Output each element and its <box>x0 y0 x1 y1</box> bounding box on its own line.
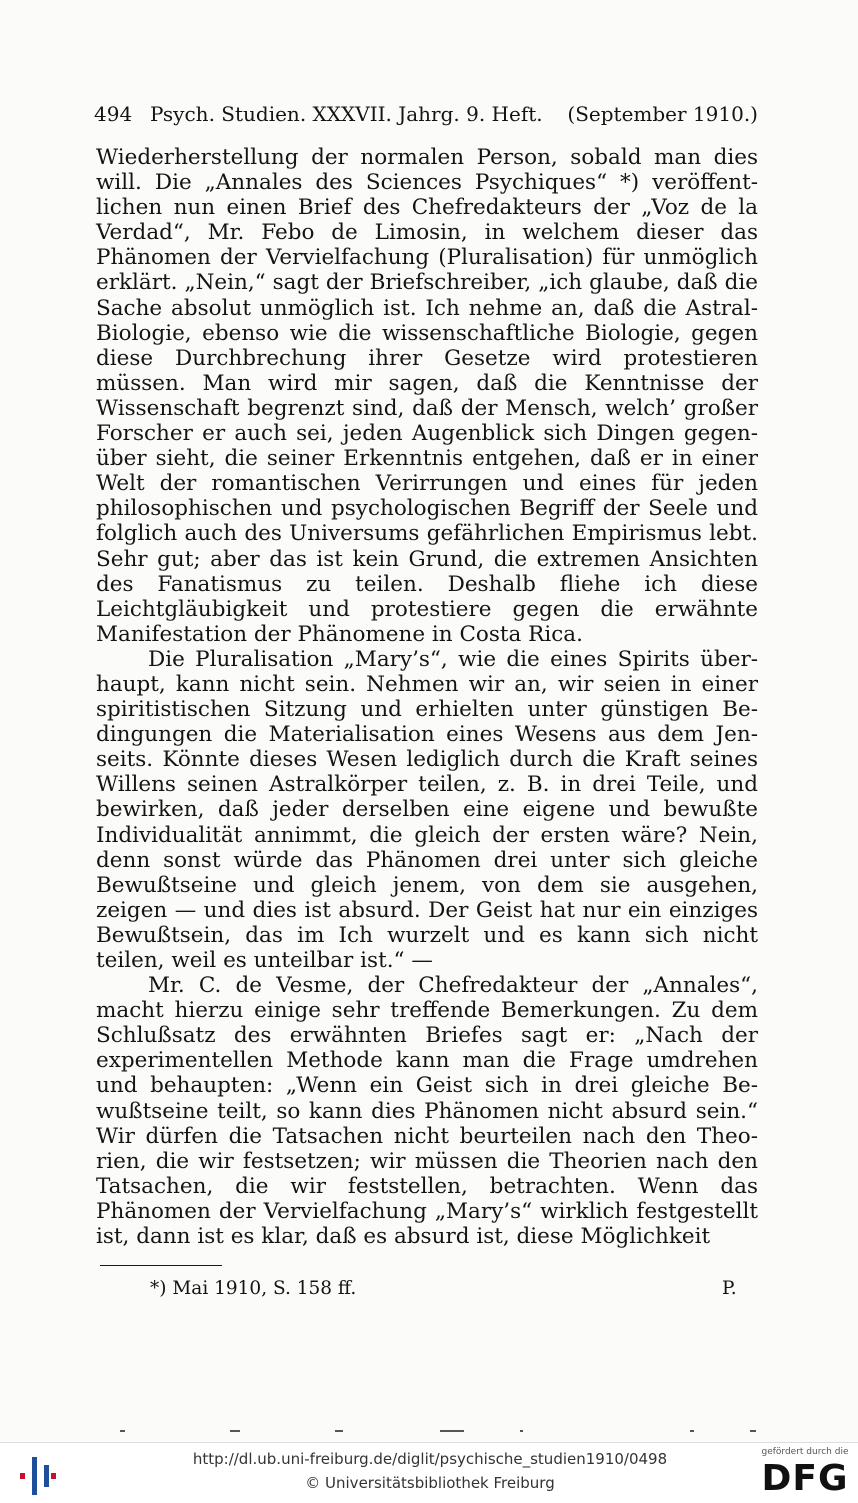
issue-date: (September 1910.) <box>567 102 758 126</box>
body-text <box>96 145 758 1249</box>
running-title: Psych. Studien. XXXVII. Jahrg. 9. Heft. <box>150 102 543 126</box>
footnote-rule <box>100 1265 222 1266</box>
permalink-url[interactable]: http://dl.ub.uni-freiburg.de/diglit/psychische_studien1910/0498 <box>192 1450 668 1468</box>
author-signature: P. <box>722 1278 737 1299</box>
footnote: *) Mai 1910, S. 158 ff. <box>150 1278 357 1299</box>
paragraph-2: Die Pluralisation „Mary’s“, wie die eines Spirits überhaupt, kann nicht sein. Nehmen wir an, wir seien in einer spiritistischen Sitzung und erhielten unter günstigen Bedingungen die Materialisation eines Wesens aus dem Jenseits. Könnte dieses Wesen lediglich durch die Kraft seines Willens seinen Astralkörper teilen, z. B. in drei Teile, und bewirken, daß jeder derselben eine eigene und bewußte Individualität annimmt, die gleich der ersten wäre? Nein, denn sonst würde das Phänomen drei unter sich gleiche Bewußtseine und gleich jenem, von dem sie ausgehen, zeigen — und dies ist absurd. Der Geist hat nur ein einziges Bewußtsein, das im Ich wurzelt und es kann sich nicht teilen, weil es unteilbar ist.“ — <box>96 646 758 973</box>
sponsor-caption: gefördert durch die <box>761 1447 849 1457</box>
dfg-logo-icon: DFG <box>761 1458 849 1499</box>
page-number: 494 <box>94 102 133 126</box>
paragraph-1: Wiederherstellung der normalen Person, sobald man dies will. Die „Annales des Sciences Psychiques“ *) veröffentlichen nun einen Brief des Chefredakteurs der „Voz de la Verdad“, Mr. Febo de Limosin, in welchem dieser das Phänomen der Vervielfachung (Pluralisation) für unmöglich erklärt. „Nein,“ sagt der Briefschreiber, „ich glaube, daß die Sache absolut unmöglich ist. Ich nehme an, daß die Astral-Biologie, ebenso wie die wissenschaftliche Biologie, gegen diese Durchbrechung ihrer Gesetze wird protestieren müssen. Man wird mir sagen, daß die Kenntnisse der Wissenschaft begrenzt sind, daß der Mensch, welch’ großer Forscher er auch sei, jeden Augenblick sich Dingen gegenüber sieht, die seiner Erkenntnis entgehen, daß er in einer Welt der romantischen Verirrungen und eines für jeden philosophischen und psychologischen Begriff der Seele und folglich auch des Universums gefährlichen Empirismus lebt. Sehr gut; aber das ist kein Grund, die extremen Ansichten des Fanatismus zu teilen. Deshalb fliehe ich diese Leichtgläubigkeit und protestiere gegen die erwähnte Manifestation der Phänomene in Costa Rica. <box>96 145 758 647</box>
viewer-footer <box>0 1442 858 1503</box>
paragraph-3: Mr. C. de Vesme, der Chefredakteur der „Annales“, macht hierzu einige sehr treffende Bemerkungen. Zu dem Schlußsatz des erwähnten Briefes sagt er: „Nach der experimentellen Methode kann man die Frage umdrehen und behaupten: „Wenn ein Geist sich in drei gleiche Bewußtseine teilt, so kann dies Phänomen nicht absurd sein.“ Wir dürfen die Tatsachen nicht beurteilen nach den Theorien, die wir festsetzen; wir müssen die Theorien nach den Tatsachen, die wir feststellen, betrachten. Wenn das Phänomen der Vervielfachung „Mary’s“ wirklich festgestellt ist, dann ist es klar, daß es absurd ist, diese Möglichkeit <box>96 973 758 1250</box>
copyright-notice: © Universitätsbibliothek Freiburg <box>305 1474 555 1492</box>
library-logo-icon <box>16 1451 56 1495</box>
scan-specks <box>100 1430 760 1434</box>
running-header <box>94 99 758 129</box>
